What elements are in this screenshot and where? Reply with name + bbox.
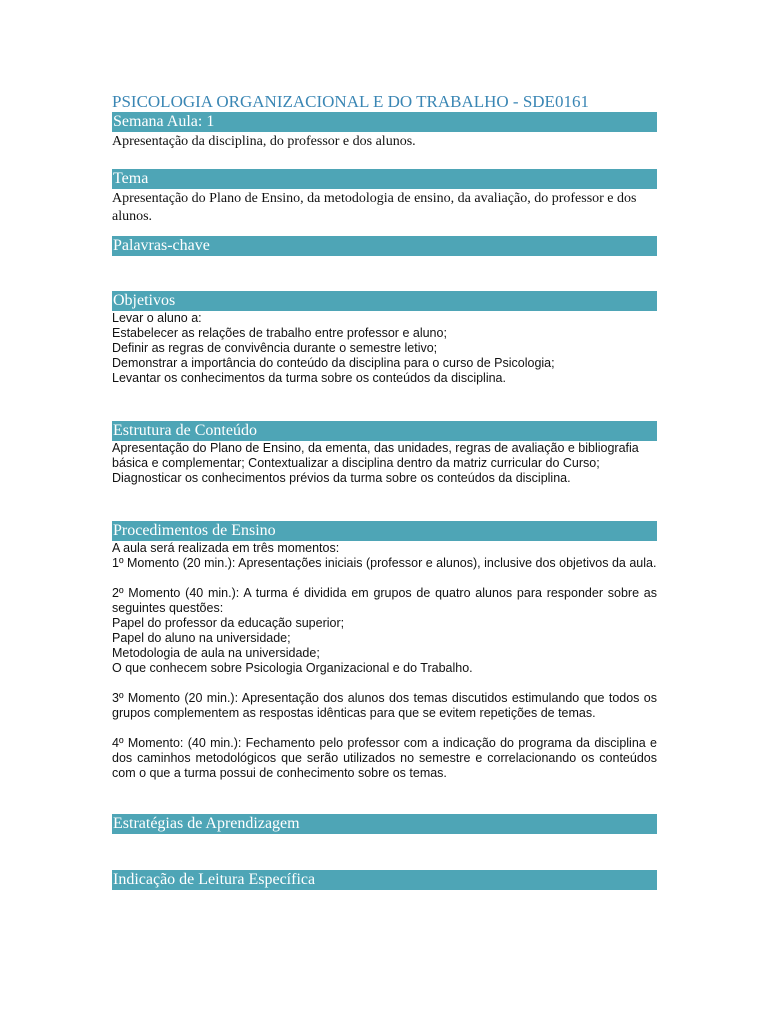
questao-line: Papel do aluno na universidade; xyxy=(112,631,291,645)
section-header-procedimentos-de-ensino: Procedimentos de Ensino xyxy=(112,521,657,541)
procedimentos-momento-3: 3º Momento (20 min.): Apresentação dos alunos dos temas discutidos estimulando que todos os grupos complementem as respostas idênticas para que se evitem repetições de temas. xyxy=(112,691,657,720)
tema-text: Apresentação do Plano de Ensino, da metodologia de ensino, da avaliação, do professor e dos alunos. xyxy=(112,191,637,224)
objetivos-line: Estabelecer as relações de trabalho entre professor e aluno; xyxy=(112,326,447,340)
procedimentos-momento-4: 4º Momento: (40 min.): Fechamento pelo professor com a indicação do programa da disciplina e dos caminhos metodológicos que serão utilizados no semestre e correlacionando os conteúdos com o que a turma possui de conhecimento sobre os temas. xyxy=(112,736,657,780)
document-title: PSICOLOGIA ORGANIZACIONAL E DO TRABALHO - SDE0161 xyxy=(112,92,589,111)
objetivos-line: Levar o aluno a: xyxy=(112,311,202,325)
questao-line: Papel do professor da educação superior; xyxy=(112,616,345,630)
semana-aula-text: Apresentação da disciplina, do professor e dos alunos. xyxy=(112,134,416,149)
objetivos-line: Demonstrar a importância do conteúdo da disciplina para o curso de Psicologia; xyxy=(112,356,555,370)
objetivos-line: Definir as regras de convivência durante o semestre letivo; xyxy=(112,341,438,355)
section-header-indicacao-de-leitura: Indicação de Leitura Específica xyxy=(112,870,657,890)
document-page xyxy=(112,92,657,890)
procedimentos-intro: A aula será realizada em três momentos: xyxy=(112,541,340,555)
procedimentos-body xyxy=(112,541,657,781)
procedimentos-momento-1: 1º Momento (20 min.): Apresentações iniciais (professor e alunos), inclusive dos objetivos da aula. xyxy=(112,556,657,570)
questao-line: O que conhecem sobre Psicologia Organizacional e do Trabalho. xyxy=(112,661,473,675)
questao-line: Metodologia de aula na universidade; xyxy=(112,646,320,660)
section-header-semana-aula: Semana Aula: 1 xyxy=(112,112,657,132)
objetivos-line: Levantar os conhecimentos da turma sobre os conteúdos da disciplina. xyxy=(112,371,506,385)
section-header-tema: Tema xyxy=(112,169,657,189)
section-header-palavras-chave: Palavras-chave xyxy=(112,236,657,256)
procedimentos-momento-2: 2º Momento (40 min.): A turma é dividida em grupos de quatro alunos para responder sobre as seguintes questões: xyxy=(112,586,657,615)
section-header-objetivos: Objetivos xyxy=(112,291,657,311)
objetivos-list xyxy=(112,311,657,386)
estrutura-text: Apresentação do Plano de Ensino, da ementa, das unidades, regras de avaliação e bibliografia básica e complementar; Contextualizar a disciplina dentro da matriz curricular do Curso; Diagnosticar os conhecimentos prévios da turma sobre os conteúdos da disciplina. xyxy=(112,441,639,485)
section-header-estrutura-de-conteudo: Estrutura de Conteúdo xyxy=(112,421,657,441)
section-header-estrategias-de-aprendizagem: Estratégias de Aprendizagem xyxy=(112,814,657,834)
